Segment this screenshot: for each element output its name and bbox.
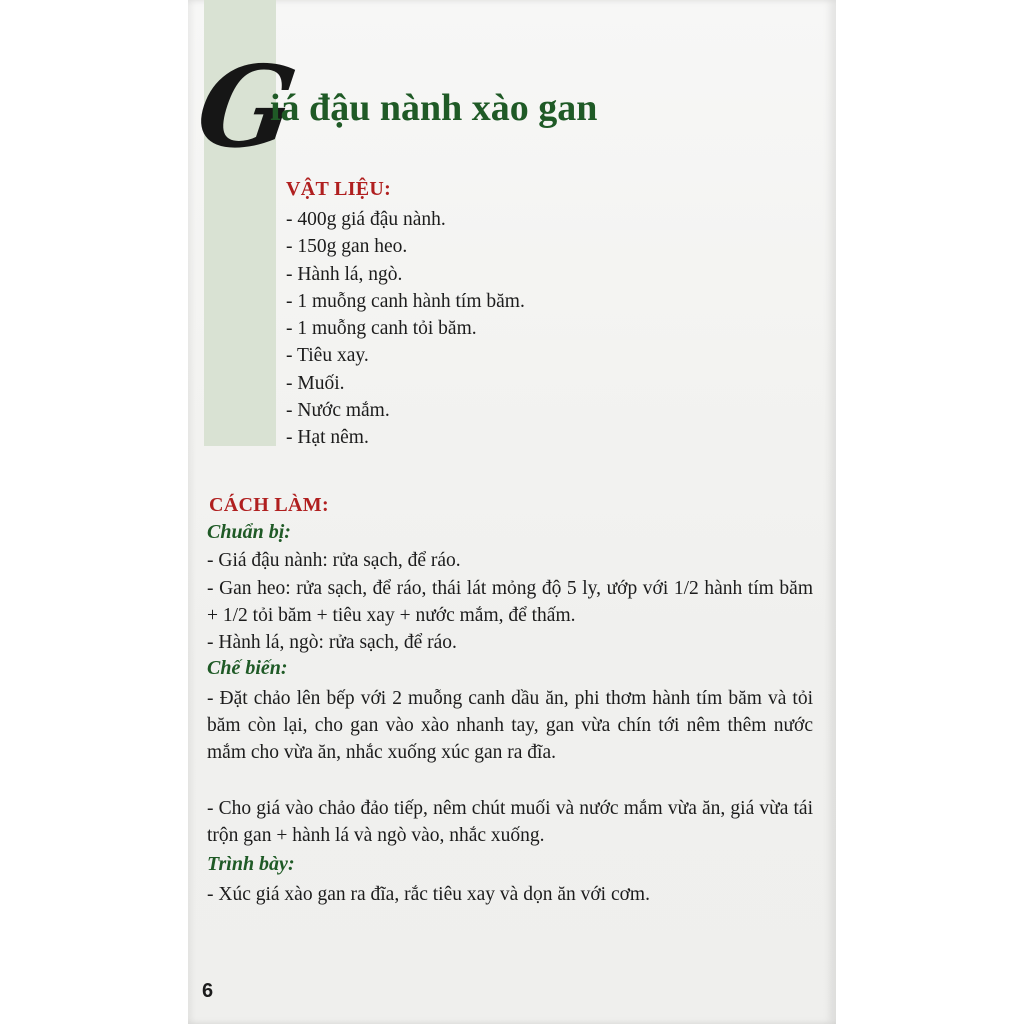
cook-heading: Chế biến:	[207, 657, 288, 679]
recipe-title: iá đậu nành xào gan	[270, 87, 598, 129]
title-drop-cap: G	[189, 42, 304, 173]
prep-step: - Giá đậu nành: rửa sạch, để ráo.	[207, 550, 461, 571]
prep-step: - Hành lá, ngò: rửa sạch, để ráo.	[207, 632, 457, 653]
cook-step: - Cho giá vào chảo đảo tiếp, nêm chút muối và nước mắm vừa ăn, giá vừa tái trộn gan + hành lá và ngò vào, nhắc xuống.	[207, 798, 813, 847]
present-heading: Trình bày:	[207, 853, 295, 875]
ingredient-item: - Muối.	[286, 372, 345, 394]
prep-step: - Gan heo: rửa sạch, để ráo, thái lát mỏng độ 5 ly, ướp với 1/2 hành tím băm + 1/2 tỏi băm + tiêu xay + nước mắm, để thấm.	[207, 578, 813, 627]
ingredient-item: - 400g giá đậu nành.	[286, 209, 446, 230]
ingredient-item: - 1 muỗng canh hành tím băm.	[286, 290, 525, 312]
ingredient-item: - Hạt nêm.	[286, 427, 369, 449]
materials-heading: VẬT LIỆU:	[286, 178, 392, 200]
ingredient-item: - 1 muỗng canh tỏi băm.	[286, 318, 477, 340]
ingredient-item: - Nước mắm.	[286, 400, 390, 422]
ingredient-item: - 150g gan heo.	[286, 236, 408, 258]
ingredient-list	[286, 206, 525, 452]
cook-step: - Đặt chảo lên bếp với 2 muỗng canh dầu ăn, phi thơm hành tím băm và tỏi băm còn lại, cho gan vào xào nhanh tay, gan vừa chín tới nêm thêm nước mắm cho vừa ăn, nhắc xuống xúc gan ra đĩa.	[207, 688, 813, 764]
page-number: 6	[202, 980, 214, 1002]
present-step: - Xúc giá xào gan ra đĩa, rắc tiêu xay và dọn ăn với cơm.	[207, 884, 650, 905]
method-heading: CÁCH LÀM:	[209, 494, 329, 516]
ingredient-item: - Tiêu xay.	[286, 345, 369, 367]
prep-heading: Chuẩn bị:	[207, 521, 291, 543]
ingredient-item: - Hành lá, ngò.	[286, 263, 403, 285]
